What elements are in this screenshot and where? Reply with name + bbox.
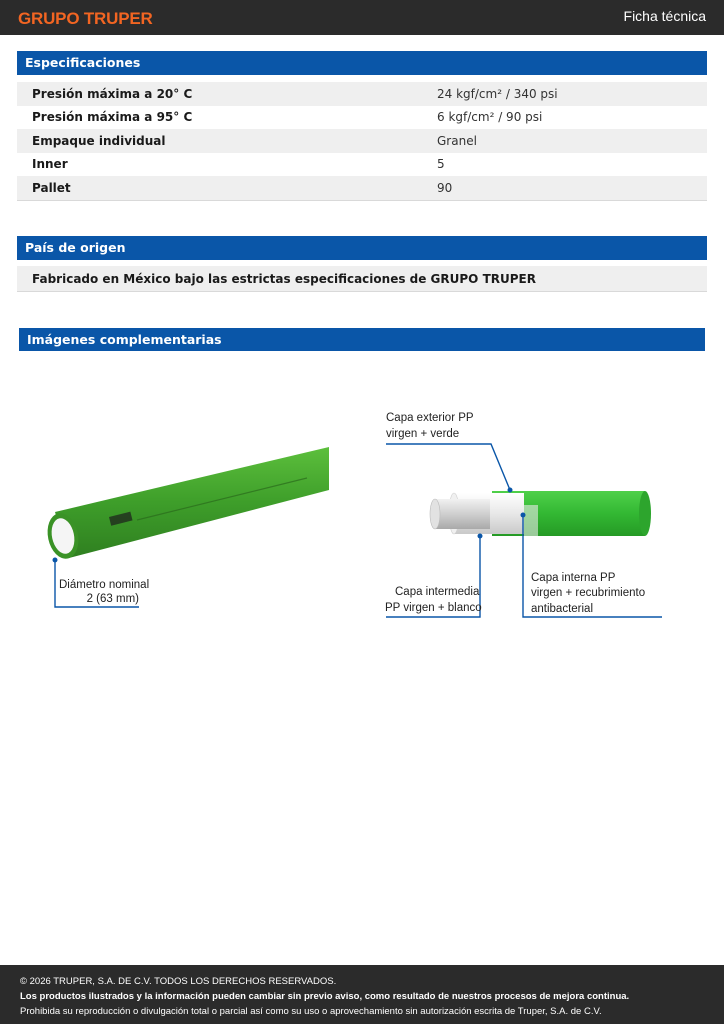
spec-value: 24 kgf/cm² / 340 psi (437, 86, 558, 101)
outer-layer-annotation (386, 444, 513, 493)
outer-layer-label: Capa exterior PP (386, 412, 474, 424)
spec-row (17, 176, 707, 200)
spec-label: Inner (32, 157, 68, 172)
diameter-value: 2 (63 mm) (86, 593, 139, 605)
specs-table (17, 82, 707, 201)
spec-row (17, 153, 707, 177)
diameter-label: Diámetro nominal (59, 579, 150, 591)
middle-layer-label: PP virgen + blanco (385, 602, 482, 614)
outer-layer-label: virgen + verde (386, 428, 460, 440)
middle-layer-label: Capa intermedia (395, 586, 480, 598)
complementary-images (17, 360, 707, 650)
inner-layer-label: antibacterial (531, 603, 594, 615)
brand-logo: GRUPO TRUPER (18, 9, 153, 28)
pipe-illustrations (17, 360, 707, 650)
spec-label: Pallet (32, 180, 71, 195)
copyright-text: © 2026 TRUPER, S.A. DE C.V. TODOS LOS DERECHOS RESERVADOS. (20, 976, 337, 987)
specs-heading: Especificaciones (17, 51, 707, 75)
spec-row (17, 106, 707, 130)
origin-heading: País de origen (17, 236, 707, 260)
disclaimer-text: Los productos ilustrados y la información pueden cambiar sin previo aviso, como resultado de nuestros procesos de mejora continua. (20, 991, 630, 1002)
pipe-image-left (44, 447, 329, 562)
inner-layer-label: Capa interna PP (531, 572, 616, 584)
inner-layer-label: virgen + recubrimiento (531, 587, 646, 599)
document-title: Ficha técnica (623, 8, 706, 24)
spec-row (17, 129, 707, 153)
spec-value: Granel (437, 133, 477, 148)
prohibition-text: Prohibida su reproducción o divulgación total o parcial así como su uso o aprovechamiento sin autorización escrita de Truper, S.A. de C.V. (20, 1006, 602, 1017)
spec-label: Presión máxima a 95° C (32, 110, 193, 125)
footer (0, 965, 724, 1024)
spec-value: 90 (437, 180, 453, 195)
top-bar (0, 0, 724, 35)
spec-value: 6 kgf/cm² / 90 psi (437, 110, 543, 125)
pipe-image-right (430, 491, 651, 536)
spec-label: Presión máxima a 20° C (32, 86, 193, 101)
images-heading: Imágenes complementarias (19, 328, 705, 351)
spec-label: Empaque individual (32, 133, 166, 148)
spec-value: 5 (437, 157, 445, 172)
spec-row (17, 82, 707, 106)
origin-text: Fabricado en México bajo las estrictas especificaciones de GRUPO TRUPER (17, 266, 707, 292)
